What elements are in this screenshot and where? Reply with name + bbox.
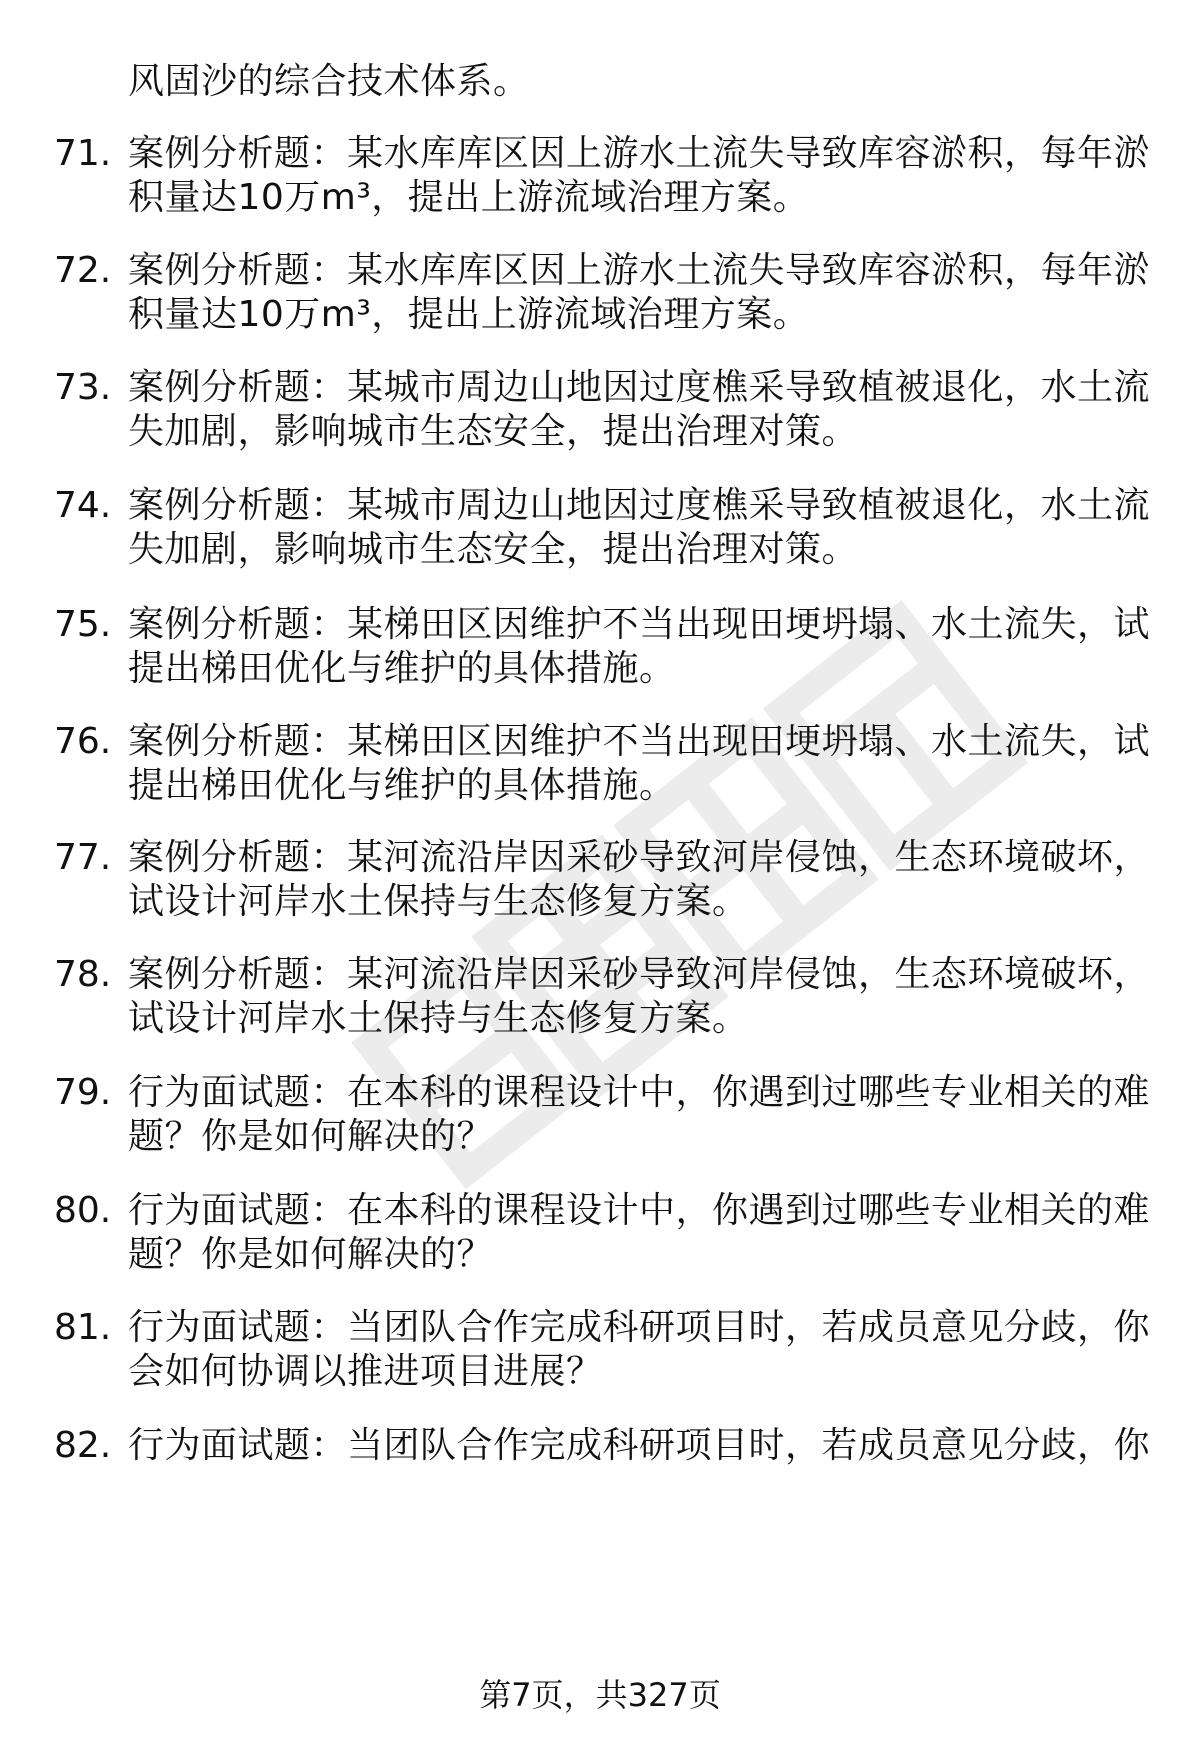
question-text-line1: 行为面试题：在本科的课程设计中，你遇到过哪些专业相关的难 (128, 1072, 1151, 1113)
question-text-line2: 提出梯田优化与维护的具体措施。 (128, 765, 676, 806)
question-text-line2: 提出梯田优化与维护的具体措施。 (128, 648, 676, 689)
question-number: 76. (54, 721, 112, 762)
question-number: 79. (54, 1072, 112, 1113)
question-number: 81. (54, 1307, 112, 1348)
question-number: 77. (54, 837, 112, 878)
question-text-line2: 会如何协调以推进项目进展？ (128, 1351, 603, 1392)
question-text-line2: 失加剧，影响城市生态安全，提出治理对策。 (128, 411, 859, 452)
question-text-line1: 行为面试题：当团队合作完成科研项目时，若成员意见分歧，你 (128, 1307, 1151, 1348)
question-number: 73. (54, 367, 112, 408)
question-text-line2: 试设计河岸水土保持与生态修复方案。 (128, 881, 749, 922)
question-text-line1: 行为面试题：当团队合作完成科研项目时，若成员意见分歧，你 (128, 1425, 1151, 1466)
question-text-line1: 案例分析题：某河流沿岸因采砂导致河岸侵蚀，生态环境破坏， (128, 954, 1151, 995)
question-text-line1: 案例分析题：某河流沿岸因采砂导致河岸侵蚀，生态环境破坏， (128, 837, 1151, 878)
question-text-line2: 积量达10万m³，提出上游流域治理方案。 (128, 177, 810, 218)
question-text-line1: 案例分析题：某梯田区因维护不当出现田埂坍塌、水土流失，试 (128, 604, 1151, 645)
continuation-line: 风固沙的综合技术体系。 (128, 61, 530, 102)
question-text-line2: 试设计河岸水土保持与生态修复方案。 (128, 998, 749, 1039)
question-text-line2: 题？你是如何解决的？ (128, 1234, 494, 1275)
question-text-line1: 案例分析题：某城市周边山地因过度樵采导致植被退化，水土流 (128, 485, 1151, 526)
question-text-line2: 题？你是如何解决的？ (128, 1116, 494, 1157)
question-text-line1: 案例分析题：某梯田区因维护不当出现田埂坍塌、水土流失，试 (128, 721, 1151, 762)
question-number: 71. (54, 133, 112, 174)
question-number: 82. (54, 1425, 112, 1466)
question-text-line1: 案例分析题：某城市周边山地因过度樵采导致植被退化，水土流 (128, 367, 1151, 408)
question-number: 78. (54, 954, 112, 995)
question-number: 74. (54, 485, 112, 526)
question-text-line1: 案例分析题：某水库库区因上游水土流失导致库容淤积，每年淤 (128, 250, 1151, 291)
question-number: 75. (54, 604, 112, 645)
question-number: 72. (54, 250, 112, 291)
page-footer: 第7页，共327页 (479, 1676, 721, 1714)
question-text-line2: 积量达10万m³，提出上游流域治理方案。 (128, 294, 810, 335)
question-text-line1: 行为面试题：在本科的课程设计中，你遇到过哪些专业相关的难 (128, 1190, 1151, 1231)
question-number: 80. (54, 1190, 112, 1231)
question-text-line1: 案例分析题：某水库库区因上游水土流失导致库容淤积，每年淤 (128, 133, 1151, 174)
question-text-line2: 失加剧，影响城市生态安全，提出治理对策。 (128, 529, 859, 570)
